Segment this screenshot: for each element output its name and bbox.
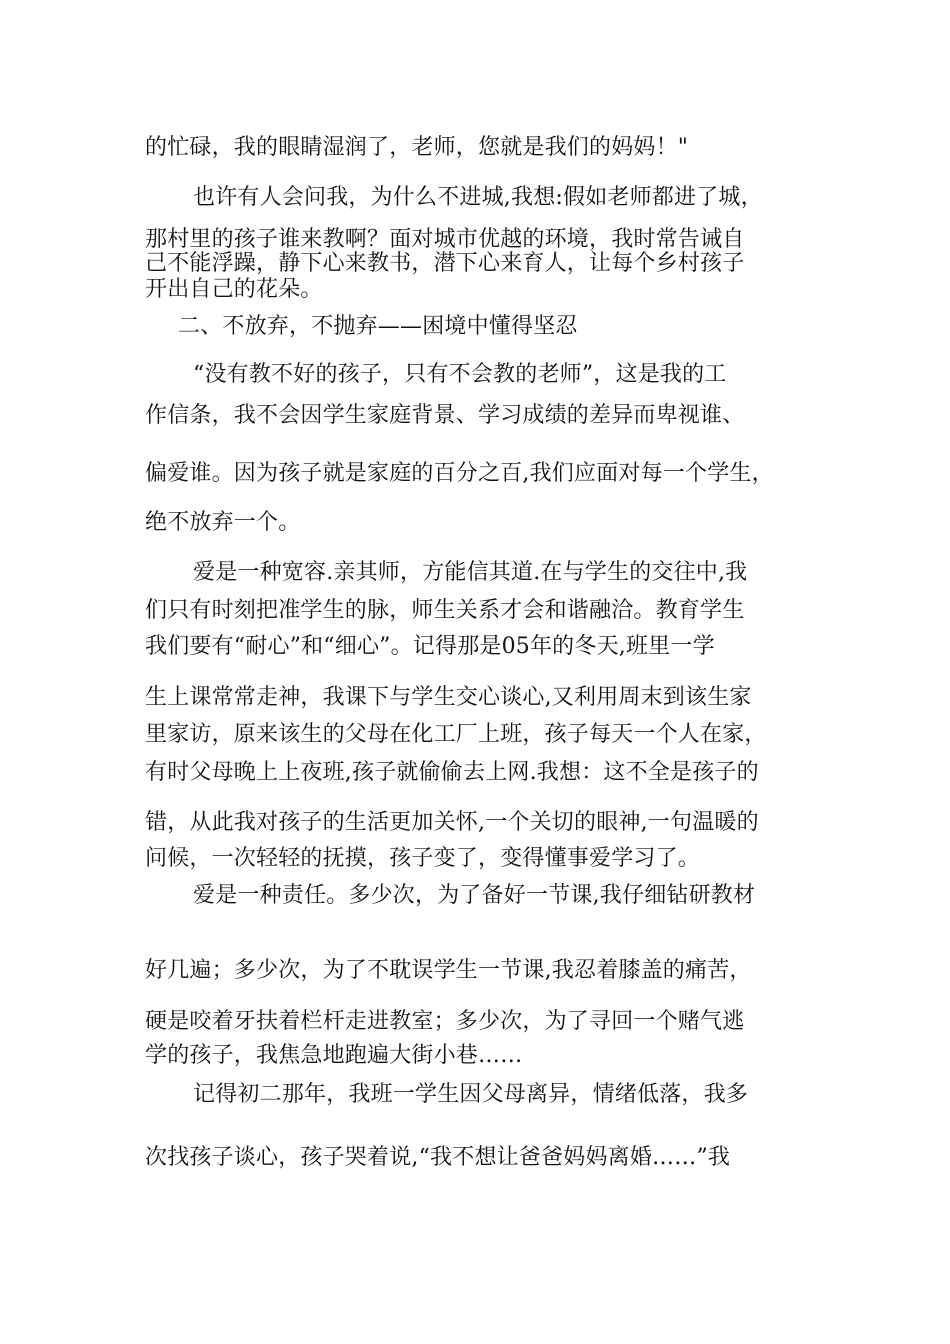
paragraph-start-line: “没有教不好的孩子，只有不会教的老师”，这是我的工 bbox=[193, 362, 727, 387]
text-line: 作信条，我不会因学生家庭背景、学习成绩的差异而卑视谁、 bbox=[145, 403, 745, 428]
text-line: 们只有时刻把准学生的脉，师生关系才会和谐融洽。教育学生 bbox=[145, 598, 745, 623]
paragraph-start-line: 也许有人会问我，为什么不进城,我想:假如老师都进了城， bbox=[193, 185, 763, 210]
text-line: 我们要有“耐心”和“细心”。记得那是05年的冬天,班里一学 bbox=[145, 634, 715, 659]
text-line: 问候，一次轻轻的抚摸，孩子变了，变得懂事爱学习了。 bbox=[145, 846, 701, 871]
text-line: 里家访，原来该生的父母在化工厂上班，孩子每天一个人在家， bbox=[145, 722, 767, 747]
text-line: 错，从此我对孩子的生活更加关怀,一个关切的眼神,一句温暖的 bbox=[145, 810, 759, 835]
paragraph-start-line: 记得初二那年，我班一学生因父母离异，情绪低落，我多 bbox=[193, 1082, 749, 1107]
paragraph-start-line: 爱是一种责任。多少次，为了备好一节课,我仔细钻研教材 bbox=[193, 883, 756, 908]
text-line: 有时父母晚上上夜班,孩子就偷偷去上网.我想：这不全是孩子的 bbox=[145, 760, 759, 785]
text-line: 次找孩子谈心，孩子哭着说,“我不想让爸爸妈妈离婚……”我 bbox=[145, 1145, 731, 1170]
text-line: 生上课常常走神，我课下与学生交心谈心,又利用周末到该生家 bbox=[145, 685, 752, 710]
text-line: 偏爱谁。因为孩子就是家庭的百分之百,我们应面对每一个学生， bbox=[145, 461, 774, 486]
text-line: 开出自己的花朵。 bbox=[145, 277, 323, 302]
text-line: 好几遍；多少次，为了不耽误学生一节课,我忍着膝盖的痛苦， bbox=[145, 958, 752, 983]
text-line: 硬是咬着牙扶着栏杆走进教室；多少次，为了寻回一个赌气逃 bbox=[145, 1009, 745, 1034]
text-line: 的忙碌，我的眼睛湿润了，老师，您就是我们的妈妈！" bbox=[145, 135, 689, 160]
section-heading: 二、不放弃，不抛弃——困境中懂得坚忍 bbox=[178, 314, 578, 339]
text-line: 己不能浮躁，静下心来教书，潜下心来育人，让每个乡村孩子 bbox=[145, 251, 745, 276]
text-line: 学的孩子，我焦急地跑遍大街小巷…… bbox=[145, 1043, 523, 1068]
paragraph-start-line: 爱是一种宽容.亲其师，方能信其道.在与学生的交往中,我 bbox=[193, 560, 748, 585]
text-line: 绝不放弃一个。 bbox=[145, 510, 301, 535]
text-line: 那村里的孩子谁来教啊？面对城市优越的环境，我时常告诫自 bbox=[145, 227, 745, 252]
